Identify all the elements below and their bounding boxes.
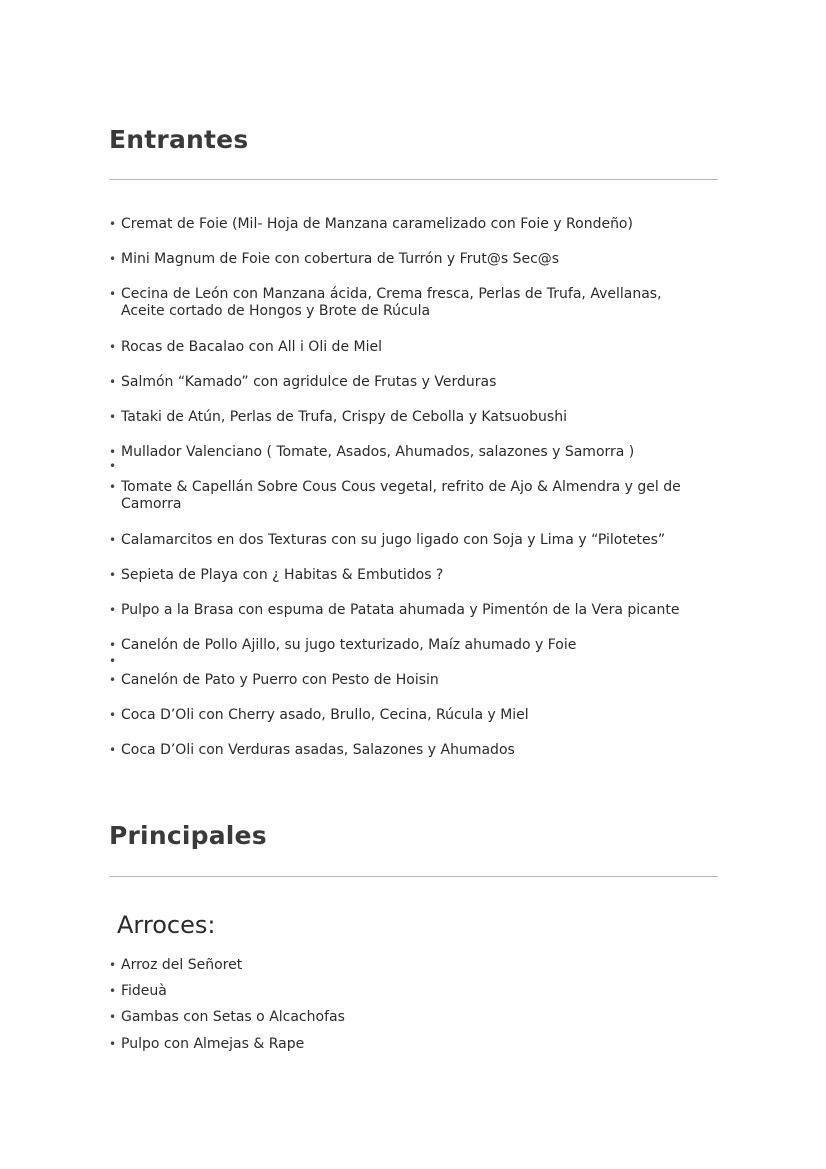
list-item (109, 672, 709, 689)
list-item-text: Calamarcitos en dos Texturas con su jugo ligado con Soja y Lima y “Pilotetes” (121, 532, 666, 548)
list-item-text: Mini Magnum de Foie con cobertura de Turrón y Frut@s Sec@s (121, 251, 560, 267)
list-item (109, 602, 709, 619)
bullet: • (109, 480, 117, 494)
bullet: • (109, 743, 117, 757)
list-item (109, 532, 709, 549)
list-item-text: Pulpo con Almejas & Rape (121, 1036, 305, 1052)
bullet: • (109, 673, 117, 687)
section-divider (109, 876, 718, 877)
list-item-text: Rocas de Bacalao con All i Oli de Miel (121, 339, 382, 355)
bullet: • (109, 1037, 117, 1051)
list-item-text: Salmón “Kamado” con agridulce de Frutas y Verduras (121, 374, 497, 390)
list-item-text: Tomate & Capellán Sobre Cous Cous vegetal, refrito de Ajo & Almendra y gel de Camorra (121, 479, 681, 512)
section-title-principales: Principales (109, 821, 267, 850)
list-item-text: Tataki de Atún, Perlas de Trufa, Crispy de Cebolla y Katsuobushi (121, 409, 567, 425)
section-title-entrantes: Entrantes (109, 125, 249, 154)
bullet: • (109, 1010, 117, 1024)
bullet: • (109, 984, 117, 998)
list-item (109, 374, 709, 391)
list-item (109, 567, 709, 584)
list-item-text: Arroz del Señoret (121, 957, 243, 973)
list-item-text: Cremat de Foie (Mil- Hoja de Manzana caramelizado con Foie y Rondeño) (121, 216, 633, 232)
list-item (109, 216, 709, 233)
list-item (109, 983, 709, 1000)
list-item-text: Coca D’Oli con Cherry asado, Brullo, Cecina, Rúcula y Miel (121, 707, 529, 723)
list-item-text: Canelón de Pato y Puerro con Pesto de Hoisin (121, 672, 439, 688)
list-item-text: Canelón de Pollo Ajillo, su jugo texturizado, Maíz ahumado y Foie (121, 637, 577, 653)
list-item-text: Mullador Valenciano ( Tomate, Asados, Ahumados, salazones y Samorra ) (121, 444, 635, 460)
list-item-text: Sepieta de Playa con ¿ Habitas & Embutidos ? (121, 567, 444, 583)
bullet: • (109, 340, 117, 354)
list-item (109, 742, 709, 759)
list-item (109, 1009, 709, 1026)
list-item (109, 251, 709, 268)
bullet: • (109, 410, 117, 424)
list-item (109, 444, 709, 461)
bullet: • (109, 252, 117, 266)
bullet: • (109, 287, 117, 301)
bullet: • (109, 445, 117, 459)
subsection-title-arroces: Arroces: (117, 911, 216, 939)
bullet: • (109, 958, 117, 972)
list-item (109, 707, 709, 724)
list-item-text: Gambas con Setas o Alcachofas (121, 1009, 345, 1025)
bullet: • (109, 638, 117, 652)
list-item-text: Pulpo a la Brasa con espuma de Patata ahumada y Pimentón de la Vera picante (121, 602, 680, 618)
list-item-text: Cecina de León con Manzana ácida, Crema fresca, Perlas de Trufa, Avellanas, Aceite cortado de Hongos y Brote de Rúcula (121, 286, 662, 319)
list-item (109, 1036, 709, 1053)
list-item (109, 957, 709, 974)
list-item (109, 479, 709, 513)
bullet: • (109, 533, 117, 547)
empty-bullet: • (109, 654, 117, 668)
list-item (109, 637, 709, 654)
list-item-text: Fideuà (121, 983, 167, 999)
empty-bullet: • (109, 459, 117, 473)
bullet: • (109, 603, 117, 617)
bullet: • (109, 375, 117, 389)
list-item (109, 409, 709, 426)
bullet: • (109, 568, 117, 582)
bullet: • (109, 708, 117, 722)
bullet: • (109, 217, 117, 231)
list-item (109, 286, 709, 320)
list-item (109, 339, 709, 356)
list-item-text: Coca D’Oli con Verduras asadas, Salazones y Ahumados (121, 742, 515, 758)
section-divider (109, 179, 718, 180)
